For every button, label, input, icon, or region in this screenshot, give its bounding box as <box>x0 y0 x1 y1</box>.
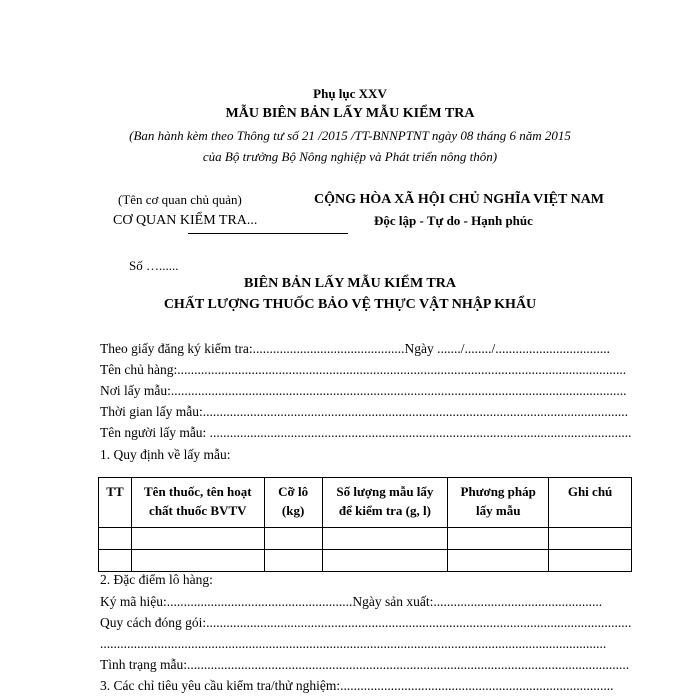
table-cell[interactable] <box>99 528 132 550</box>
sampling-table <box>98 477 632 572</box>
table-cell[interactable] <box>448 528 549 550</box>
agency-underline <box>232 233 348 234</box>
table-cell[interactable] <box>549 550 632 572</box>
agency-short-underline <box>188 233 232 234</box>
table-cell[interactable] <box>448 550 549 572</box>
field-owner: Tên chủ hàng:..................................................................................................................................... <box>100 362 627 377</box>
column-header-sample-quantity: Số lượng mẫu lấy để kiểm tra (g, l) <box>322 478 448 528</box>
field-sampling-time: Thời gian lấy mẫu:.............................................................................................................................. <box>100 404 628 419</box>
field-registration: Theo giấy đăng ký kiểm tra:.............................................Ngày ......./......../.................................. <box>100 341 610 356</box>
section-1-heading: 1. Quy định về lấy mẫu: <box>100 447 231 462</box>
doc-title-line-1: BIÊN BẢN LẤY MẪU KIỂM TRA <box>244 276 456 291</box>
issued-line-1: (Ban hành kèm theo Thông tư số 21 /2015 /TT-BNNPTNT ngày 08 tháng 6 năm 2015 <box>129 128 571 143</box>
appendix-label: Phụ lục XXV <box>313 86 387 101</box>
motto: Độc lập - Tự do - Hạnh phúc <box>374 213 533 228</box>
column-header-notes: Ghi chú <box>549 478 632 528</box>
form-title: MẪU BIÊN BẢN LẤY MẪU KIỂM TRA <box>225 106 475 121</box>
agency-name: CƠ QUAN KIỂM TRA... <box>113 213 258 228</box>
table-row <box>99 550 632 572</box>
document-number: Số …...... <box>129 258 179 273</box>
table-cell[interactable] <box>99 550 132 572</box>
section-3-heading: 3. Các chỉ tiêu yêu cầu kiểm tra/thử nghiệm:................................................................................. <box>100 678 614 693</box>
table-header-row <box>99 478 632 528</box>
column-header-tt: TT <box>99 478 132 528</box>
table-cell[interactable] <box>131 550 264 572</box>
doc-title-line-2: CHẤT LƯỢNG THUỐC BẢO VỆ THỰC VẬT NHẬP KHẨU <box>163 297 537 312</box>
issued-line-2: của Bộ trưởng Bộ Nông nghiệp và Phát triển nông thôn) <box>202 149 498 164</box>
table-cell[interactable] <box>549 528 632 550</box>
column-header-lot-size: Cỡ lô (kg) <box>264 478 322 528</box>
table-row <box>99 528 632 550</box>
field-packaging: Quy cách đóng gói:.............................................................................................................................. <box>100 615 632 630</box>
field-lot-code: Ký mã hiệu:.......................................................Ngày sản xuất:.................................................. <box>100 594 603 609</box>
column-header-product-name: Tên thuốc, tên hoạt chất thuốc BVTV <box>131 478 264 528</box>
table-cell[interactable] <box>264 528 322 550</box>
table-cell[interactable] <box>322 550 448 572</box>
table-cell[interactable] <box>264 550 322 572</box>
column-header-sampling-method: Phương pháp lấy mẫu <box>448 478 549 528</box>
table-cell[interactable] <box>322 528 448 550</box>
nation-title: CỘNG HÒA XÃ HỘI CHỦ NGHĨA VIỆT NAM <box>314 192 605 207</box>
section-2-heading: 2. Đặc điểm lô hàng: <box>100 572 213 587</box>
parent-agency-label: (Tên cơ quan chủ quản) <box>118 192 242 207</box>
table-cell[interactable] <box>131 528 264 550</box>
field-sample-condition: Tình trạng mẫu:................................................................................................................................... <box>100 657 630 672</box>
field-sampler-name: Tên người lấy mẫu: ............................................................................................................................. <box>100 425 632 440</box>
field-packaging-continued: ...................................................................................................................................................... <box>100 636 607 651</box>
field-sampling-place: Nơi lấy mẫu:....................................................................................................................................... <box>100 383 627 398</box>
